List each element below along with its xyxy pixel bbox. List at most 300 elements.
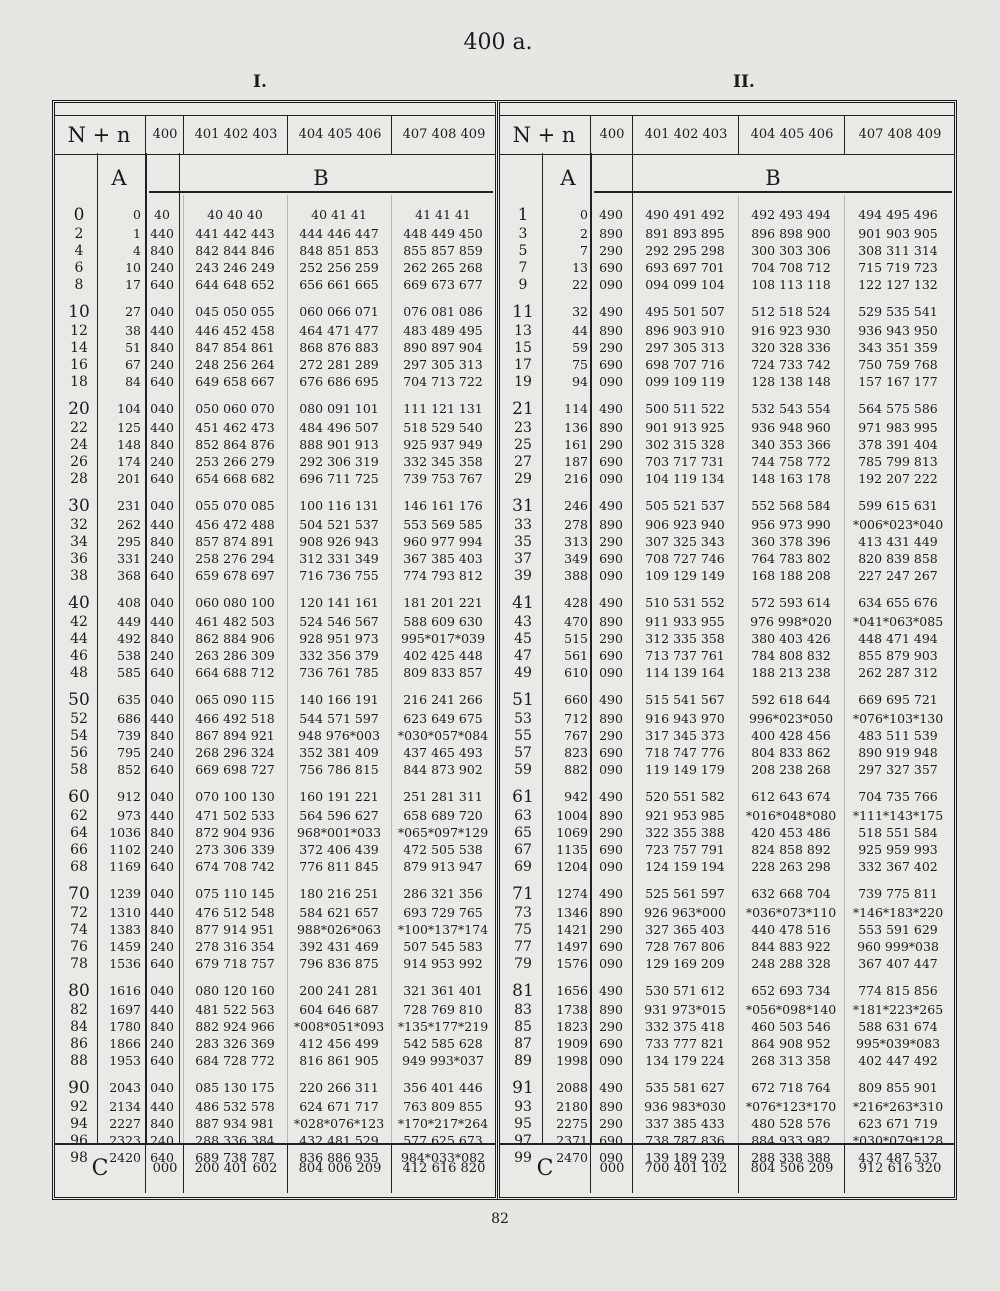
row-b-400-value: 690 [599,842,623,857]
row-a-value: 13 [572,260,588,275]
row-n-value: 22 [70,420,88,436]
row-b-404-406-values: 352 381 409 [299,745,379,760]
row-b-401-403-values: 906 923 940 [645,517,725,532]
row-b-400-value: 090 [599,1053,623,1068]
row-a-value: 2043 [109,1080,141,1095]
row-b-407-409-values: 157 167 177 [858,374,938,389]
table-row [500,207,954,225]
c-row-label: C [91,1156,109,1181]
row-b-400-value: 890 [599,420,623,435]
row-a-value: 278 [564,517,588,532]
row-a-value: 2371 [556,1133,588,1148]
column-header: 400 [590,116,633,154]
row-b-401-403-values: 877 914 951 [195,922,275,937]
table-row [500,1080,954,1098]
row-n-value: 11 [512,302,534,322]
row-b-401-403-values: 317 345 373 [645,728,725,743]
row-a-value: 1576 [556,956,588,971]
table-row [500,1099,954,1117]
row-b-401-403-values: 446 452 458 [195,323,275,338]
row-a-value: 148 [117,437,141,452]
row-b-407-409-values: 251 281 311 [403,789,483,804]
row-a-value: 2180 [556,1099,588,1114]
row-b-400-value: 290 [599,825,623,840]
row-a-value: 795 [117,745,141,760]
row-a-value: 538 [117,648,141,663]
row-b-407-409-values: 844 873 902 [403,762,483,777]
row-b-404-406-values: 332 356 379 [299,648,379,663]
n-plus-n-header: N + n [512,123,576,147]
row-n-value: 32 [70,517,88,533]
row-a-value: 739 [117,728,141,743]
row-b-407-409-values: *146*183*220 [852,905,944,920]
row-b-407-409-values: 588 631 674 [858,1019,938,1034]
row-a-value: 38 [125,323,141,338]
row-a-value: 492 [117,631,141,646]
table-row [500,420,954,438]
row-b-407-409-values: 308 311 314 [858,243,938,258]
table-row [500,454,954,472]
row-b-400-value: 040 [150,304,174,319]
row-b-401-403-values: 847 854 861 [195,340,275,355]
row-n-value: 74 [70,922,88,938]
row-b-404-406-values: 552 568 584 [751,498,831,513]
row-b-400-value: 440 [150,420,174,435]
row-b-400-value: 840 [150,922,174,937]
table-row [500,692,954,710]
row-b-404-406-values: 432 481 529 [299,1133,379,1148]
table-panel-i [52,100,498,1200]
row-a-value: 1953 [109,1053,141,1068]
table-row [500,789,954,807]
row-b-400-value: 290 [599,534,623,549]
row-b-404-406-values: 908 926 943 [299,534,379,549]
table-row [55,437,495,455]
row-b-400-value: 640 [150,1150,174,1165]
row-b-404-406-values: 524 546 567 [299,614,379,629]
row-b-401-403-values: 931 973*015 [644,1002,726,1017]
table-row [55,1036,495,1054]
table-row [55,454,495,472]
row-b-401-403-values: 728 767 806 [645,939,725,954]
table-row [55,1019,495,1037]
row-n-value: 34 [70,534,88,550]
row-b-401-403-values: 050 060 070 [195,401,275,416]
row-a-value: 388 [564,568,588,583]
row-a-value: 1204 [556,859,588,874]
part-label-i: I. [253,72,267,92]
table-row [500,808,954,826]
row-b-401-403-values: 926 963*000 [644,905,726,920]
row-a-value: 27 [125,304,141,319]
row-b-407-409-values: 715 719 723 [858,260,938,275]
header-row [500,115,954,155]
row-b-404-406-values: 936 948 960 [751,420,831,435]
row-b-400-value: 090 [599,374,623,389]
row-b-407-409-values: 855 857 859 [403,243,483,258]
row-b-404-406-values: 572 593 614 [751,595,831,610]
column-rule [590,153,592,1143]
c-row [500,1143,954,1193]
row-a-value: 2 [580,226,588,241]
column-a-label: A [111,166,127,190]
row-b-401-403-values: 055 070 085 [195,498,275,513]
row-b-404-406-values: 480 528 576 [751,1116,831,1131]
table-row [500,277,954,295]
row-b-407-409-values: *030*079*128 [852,1133,944,1148]
row-b-404-406-values: 248 288 328 [751,956,831,971]
row-a-value: 1697 [109,1002,141,1017]
row-n-value: 46 [70,648,88,664]
table-row [55,595,495,613]
row-b-407-409-values: 262 265 268 [403,260,483,275]
table-row [500,498,954,516]
table-row [55,551,495,569]
b-underline [149,191,493,193]
row-b-404-406-values: 400 428 456 [751,728,831,743]
row-b-401-403-values: 094 099 104 [645,277,725,292]
row-a-value: 2275 [556,1116,588,1131]
row-b-407-409-values: 774 793 812 [403,568,483,583]
table-row [55,648,495,666]
row-b-404-406-values: 612 643 674 [751,789,831,804]
row-a-value: 201 [117,471,141,486]
row-b-400-value: 490 [599,207,623,222]
row-b-401-403-values: 322 355 388 [645,825,725,840]
row-b-407-409-values: 693 729 765 [403,905,483,920]
row-n-value: 12 [70,323,88,339]
table-row [500,357,954,375]
row-b-401-403-values: 901 913 925 [645,420,725,435]
row-b-401-403-values: 921 953 985 [645,808,725,823]
row-a-value: 1135 [556,842,588,857]
row-b-400-value: 090 [599,277,623,292]
row-b-407-409-values: *181*223*265 [852,1002,944,1017]
row-b-407-409-values: 402 447 492 [858,1053,938,1068]
row-a-value: 1239 [109,886,141,901]
table-row [55,226,495,244]
row-n-value: 92 [70,1099,88,1115]
row-b-400-value: 640 [150,956,174,971]
table-row [55,401,495,419]
row-b-404-406-values: 676 686 695 [299,374,379,389]
row-b-401-403-values: 297 305 313 [645,340,725,355]
row-b-407-409-values: 564 575 586 [858,401,938,416]
row-b-404-406-values: 380 403 426 [751,631,831,646]
row-b-400-value: 640 [150,665,174,680]
row-b-407-409-values: 936 943 950 [858,323,938,338]
row-n-value: 93 [514,1099,532,1115]
row-a-value: 1036 [109,825,141,840]
row-b-400-value: 490 [599,789,623,804]
table-row [500,648,954,666]
row-n-value: 61 [512,787,534,807]
row-n-value: 30 [68,496,90,516]
row-b-401-403-values: 674 708 742 [195,859,275,874]
c-row-value: 200 401 602 [183,1145,288,1193]
row-b-407-409-values: 181 201 221 [403,595,483,610]
b-column-rule [391,195,392,1143]
row-b-404-406-values: 180 216 251 [299,886,379,901]
row-b-400-value: 040 [150,1080,174,1095]
table-row [55,859,495,877]
row-b-404-406-values: 484 496 507 [299,420,379,435]
row-n-value: 85 [514,1019,532,1035]
row-b-407-409-values: *065*097*129 [397,825,489,840]
row-b-401-403-values: 535 581 627 [645,1080,725,1095]
row-a-value: 1616 [109,983,141,998]
c-row-value: 000 [145,1145,184,1193]
row-b-401-403-values: 258 276 294 [195,551,275,566]
row-b-400-value: 690 [599,454,623,469]
row-n-value: 71 [512,884,534,904]
row-b-404-406-values: 320 328 336 [751,340,831,355]
table-row [55,471,495,489]
row-b-407-409-values: 925 937 949 [403,437,483,452]
row-b-401-403-values: 263 286 309 [195,648,275,663]
row-b-404-406-values: *008*051*093 [293,1019,385,1034]
row-b-407-409-values: 41 41 41 [415,207,471,222]
table-row [500,1036,954,1054]
row-a-value: 1998 [556,1053,588,1068]
row-b-400-value: 690 [599,357,623,372]
table-row [500,886,954,904]
row-b-407-409-values: 437 487 537 [858,1150,938,1165]
table-row [55,207,495,225]
row-b-407-409-values: 960 999*038 [857,939,939,954]
table-row [500,471,954,489]
row-b-401-403-values: 857 874 891 [195,534,275,549]
row-b-407-409-values: 658 689 720 [403,808,483,823]
row-n-value: 68 [70,859,88,875]
row-b-401-403-values: 896 903 910 [645,323,725,338]
row-n-value: 51 [512,690,534,710]
row-b-400-value: 090 [599,762,623,777]
row-a-value: 1656 [556,983,588,998]
row-b-400-value: 690 [599,1133,623,1148]
row-b-400-value: 640 [150,762,174,777]
row-a-value: 246 [564,498,588,513]
row-b-404-406-values: *016*048*080 [745,808,837,823]
row-b-404-406-values: 884 933 982 [751,1133,831,1148]
row-a-value: 912 [117,789,141,804]
table-row [55,905,495,923]
row-n-value: 84 [70,1019,88,1035]
row-b-401-403-values: 302 315 328 [645,437,725,452]
row-n-value: 88 [70,1053,88,1069]
table-row [500,551,954,569]
row-b-400-value: 640 [150,277,174,292]
row-n-value: 4 [74,243,84,259]
b-column-rule [738,195,739,1143]
row-n-value: 19 [514,374,532,390]
row-b-401-403-values: 698 707 716 [645,357,725,372]
row-b-404-406-values: 360 378 396 [751,534,831,549]
row-b-401-403-values: 505 521 537 [645,498,725,513]
row-b-400-value: 690 [599,939,623,954]
table-row [500,762,954,780]
row-b-404-406-values: 312 331 349 [299,551,379,566]
row-b-404-406-values: 080 091 101 [299,401,379,416]
row-b-401-403-values: 065 090 115 [195,692,275,707]
row-b-401-403-values: 738 787 836 [645,1133,725,1148]
row-b-407-409-values: 483 489 495 [403,323,483,338]
row-b-404-406-values: 848 851 853 [299,243,379,258]
c-row-value: 000 [590,1145,633,1193]
row-b-407-409-values: 971 983 995 [858,420,938,435]
table-row [500,983,954,1001]
row-b-400-value: 090 [599,471,623,486]
row-b-400-value: 440 [150,905,174,920]
row-n-value: 54 [70,728,88,744]
row-n-value: 2 [74,226,84,242]
table-row [55,762,495,780]
table-row [55,886,495,904]
row-n-value: 57 [514,745,532,761]
row-b-407-409-values: 262 287 312 [858,665,938,680]
row-b-400-value: 490 [599,692,623,707]
row-b-404-406-values: 228 263 298 [751,859,831,874]
row-b-400-value: 440 [150,323,174,338]
row-a-value: 125 [117,420,141,435]
table-row [55,956,495,974]
row-a-value: 1069 [556,825,588,840]
table-row [500,956,954,974]
row-b-400-value: 890 [599,1002,623,1017]
row-b-407-409-values: 297 327 357 [858,762,938,777]
row-n-value: 27 [514,454,532,470]
row-b-401-403-values: 243 246 249 [195,260,275,275]
row-b-400-value: 240 [150,842,174,857]
row-a-value: 136 [564,420,588,435]
row-b-407-409-values: 146 161 176 [403,498,483,513]
row-b-401-403-values: 684 728 772 [195,1053,275,1068]
table-panel-ii [497,100,957,1200]
table-row [500,1053,954,1071]
row-n-value: 82 [70,1002,88,1018]
row-b-401-403-values: 461 482 503 [195,614,275,629]
row-n-value: 43 [514,614,532,630]
row-b-407-409-values: 518 551 584 [858,825,938,840]
row-b-400-value: 240 [150,1133,174,1148]
c-row-value: 912 616 320 [844,1145,955,1193]
row-n-value: 66 [70,842,88,858]
row-b-401-403-values: 733 777 821 [645,1036,725,1051]
row-b-407-409-values: 669 673 677 [403,277,483,292]
row-a-value: 610 [564,665,588,680]
row-b-400-value: 490 [599,304,623,319]
row-n-value: 96 [70,1133,88,1149]
row-b-404-406-values: 272 281 289 [299,357,379,372]
row-b-404-406-values: 504 521 537 [299,517,379,532]
row-b-404-406-values: *076*123*170 [745,1099,837,1114]
row-n-value: 72 [70,905,88,921]
row-n-value: 76 [70,939,88,955]
row-n-value: 15 [514,340,532,356]
row-b-400-value: 490 [599,1080,623,1095]
row-b-400-value: 440 [150,711,174,726]
row-a-value: 262 [117,517,141,532]
row-b-401-403-values: 283 326 369 [195,1036,275,1051]
row-b-400-value: 40 [154,207,170,222]
row-n-value: 38 [70,568,88,584]
row-b-400-value: 090 [599,568,623,583]
row-b-407-409-values: 483 511 539 [858,728,938,743]
row-b-404-406-values: 896 898 900 [751,226,831,241]
row-n-value: 20 [68,399,90,419]
row-b-400-value: 640 [150,1053,174,1068]
row-b-404-406-values: 340 353 366 [751,437,831,452]
row-b-407-409-values: 216 241 266 [403,692,483,707]
row-b-404-406-values: 060 066 071 [299,304,379,319]
row-b-400-value: 290 [599,437,623,452]
row-b-407-409-values: 704 735 766 [858,789,938,804]
row-a-value: 1310 [109,905,141,920]
row-b-400-value: 840 [150,340,174,355]
row-b-404-406-values: 564 596 627 [299,808,379,823]
row-b-404-406-values: 268 313 358 [751,1053,831,1068]
row-a-value: 2227 [109,1116,141,1131]
row-n-value: 42 [70,614,88,630]
row-b-401-403-values: 693 697 701 [645,260,725,275]
row-n-value: 87 [514,1036,532,1052]
row-b-404-406-values: 968*001*033 [296,825,382,840]
row-b-400-value: 890 [599,517,623,532]
row-b-407-409-values: 763 809 855 [403,1099,483,1114]
row-a-value: 216 [564,471,588,486]
row-n-value: 97 [514,1133,532,1149]
row-a-value: 2134 [109,1099,141,1114]
row-b-404-406-values: 440 478 516 [751,922,831,937]
row-n-value: 90 [68,1078,90,1098]
row-b-404-406-values: 444 446 447 [299,226,379,241]
table-row [55,517,495,535]
row-b-404-406-values: 584 621 657 [299,905,379,920]
row-b-401-403-values: 842 844 846 [195,243,275,258]
row-b-400-value: 640 [150,374,174,389]
column-rule [145,153,147,1143]
row-b-407-409-values: 820 839 858 [858,551,938,566]
table-row [500,260,954,278]
row-n-value: 31 [512,496,534,516]
row-b-407-409-values: 750 759 768 [858,357,938,372]
column-b-label: B [765,166,781,190]
row-b-407-409-values: 286 321 356 [403,886,483,901]
row-a-value: 94 [572,374,588,389]
row-b-404-406-values: 532 543 554 [751,401,831,416]
table-row [500,534,954,552]
row-b-400-value: 290 [599,631,623,646]
row-n-value: 50 [68,690,90,710]
row-b-407-409-values: 076 081 086 [403,304,483,319]
row-b-400-value: 840 [150,728,174,743]
row-b-400-value: 690 [599,260,623,275]
row-b-404-406-values: 796 836 875 [299,956,379,971]
row-a-value: 1780 [109,1019,141,1034]
page-number: 82 [491,1211,509,1227]
table-row [55,1099,495,1117]
row-b-407-409-values: 553 569 585 [403,517,483,532]
row-b-401-403-values: 124 159 194 [645,859,725,874]
row-b-400-value: 240 [150,357,174,372]
row-b-400-value: 290 [599,922,623,937]
row-a-value: 0 [580,207,588,222]
row-n-value: 9 [518,277,528,293]
row-n-value: 37 [514,551,532,567]
row-b-400-value: 040 [150,498,174,513]
row-b-407-409-values: *170*217*264 [397,1116,489,1131]
table-row [500,922,954,940]
